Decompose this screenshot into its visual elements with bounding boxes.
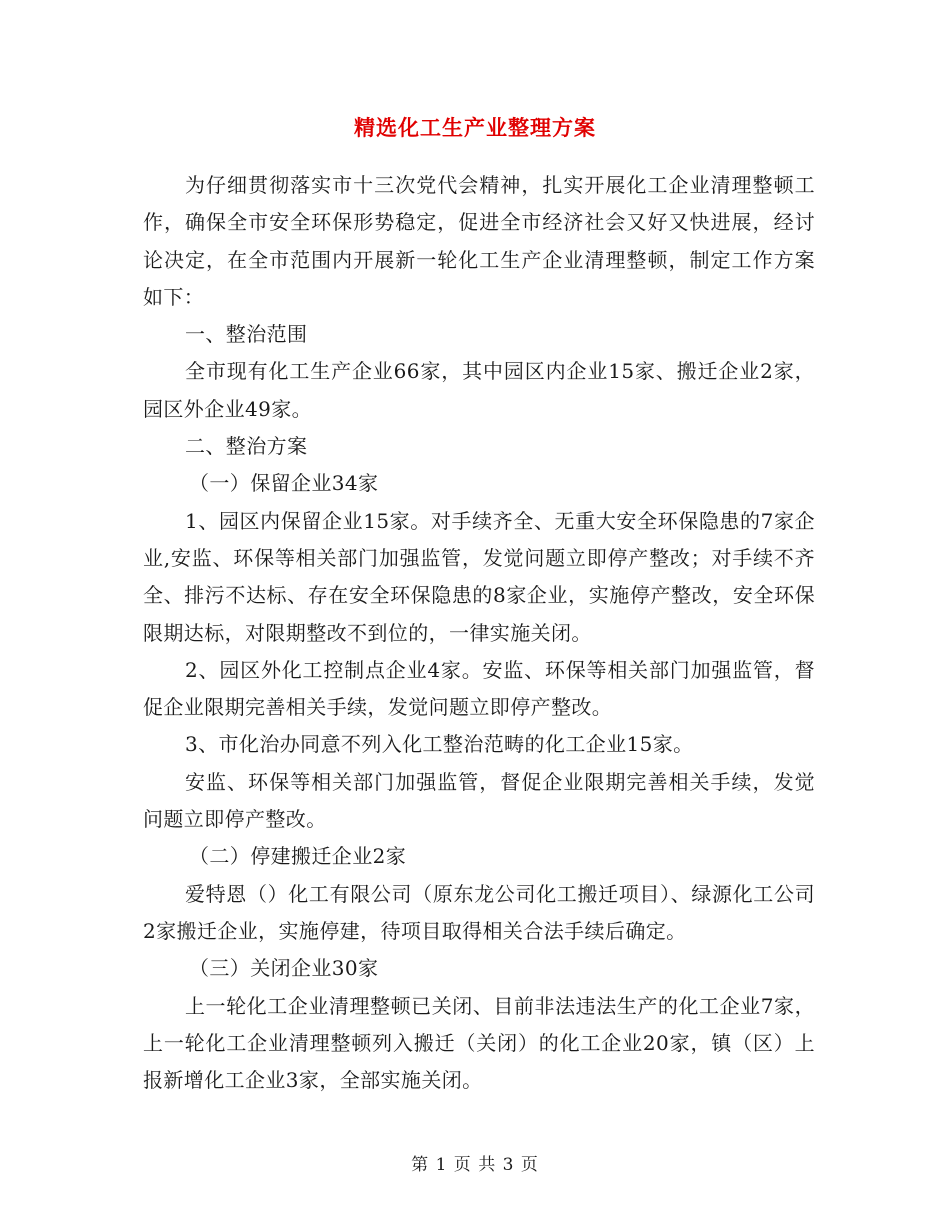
- intro-paragraph: 为仔细贯彻落实市十三次党代会精神，扎实开展化工企业清理整顿工作，确保全市安全环保形势稳定，促进全市经济社会又好又快进展，经讨论决定，在全市范围内开展新一轮化工生产企业清理整顿，制定工作方案如下：: [143, 173, 815, 309]
- paragraph-item-2: 2、园区外化工控制点企业4家。安监、环保等相关部门加强监管，督促企业限期完善相关手续，发觉问题立即停产整改。: [143, 657, 815, 720]
- subheading-retained: （一）保留企业34家: [189, 471, 379, 496]
- scope-paragraph: 全市现有化工生产企业66家，其中园区内企业15家、搬迁企业2家，园区外企业49家。: [143, 359, 815, 421]
- paragraph-item-3: 3、市化治办同意不列入化工整治范畴的化工企业15家。: [185, 732, 694, 757]
- section-heading-plan: 二、整治方案: [185, 434, 308, 459]
- subheading-relocation: （二）停建搬迁企业2家: [189, 844, 407, 869]
- page-footer: 第 1 页 共 3 页: [411, 1155, 539, 1175]
- section-heading-scope: 一、整治范围: [185, 322, 308, 347]
- document-title: 精选化工生产业整理方案: [354, 115, 596, 140]
- relocation-paragraph: 爱特恩（）化工有限公司（原东龙公司化工搬迁项目）、绿源化工公司2家搬迁企业，实施停建，待项目取得相关合法手续后确定。: [143, 881, 815, 943]
- paragraph-item-1: 1、园区内保留企业15家。对手续齐全、无重大安全环保隐患的7家企业,安监、环保等相关部门加强监管，发觉问题立即停产整改；对手续不齐全、排污不达标、存在安全环保隐患的8家企业，实施停产整改，安全环保限期达标，对限期整改不到位的，一律实施关闭。: [143, 508, 815, 645]
- document-body: [143, 167, 815, 1099]
- subheading-closure: （三）关闭企业30家: [189, 956, 379, 981]
- closure-paragraph: 上一轮化工企业清理整顿已关闭、目前非法违法生产的化工企业7家，上一轮化工企业清理整顿列入搬迁（关闭）的化工企业20家，镇（区）上报新增化工企业3家，全部实施关闭。: [143, 993, 815, 1093]
- paragraph-item-3-detail: 安监、环保等相关部门加强监管，督促企业限期完善相关手续，发觉问题立即停产整改。: [143, 769, 815, 832]
